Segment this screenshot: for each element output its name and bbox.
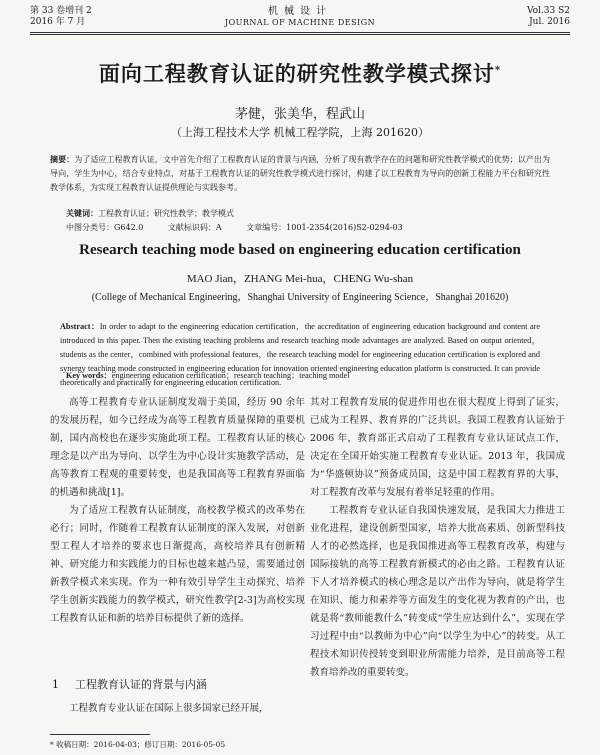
title-cn — [0, 58, 600, 88]
body-column-left — [50, 394, 305, 628]
volume-issue: 第 33 卷增刊 2 — [30, 6, 92, 16]
article-number: 文章编号：1001-2354(2016)S2-0294-03 — [246, 223, 403, 232]
title-footnote-mark: * — [494, 65, 502, 76]
keywords-en-text: engineering education certification；research teaching；teaching model — [111, 371, 350, 380]
document-code: 文献标识码：A — [167, 223, 222, 232]
journal-header — [0, 4, 600, 32]
affiliation-cn: （上海工程技术大学 机械工程学院，上海 201620） — [171, 126, 429, 139]
title-cn-text: 面向工程教育认证的研究性教学模式探讨 — [98, 61, 495, 86]
issue-date-en: Jul. 2016 — [529, 17, 570, 27]
section-heading — [52, 676, 223, 692]
section-number: 1 — [52, 678, 59, 691]
footnote: * 收稿日期：2016-04-03；修订日期：2016-05-05 — [50, 740, 226, 749]
section-paragraph: 工程教育专业认证在国际上很多国家已经开展， — [69, 703, 269, 714]
header-center — [0, 6, 600, 28]
body-paragraph: 其对工程教育发展的促进作用也在很大程度上得到了证实，已成为工程界、教育界的广泛共识。我国工程教育认证始于 2006 年，教育部正式启动了工程教育专业认证试点工作，决定在全国开始实施工程教育专业认证。2013 年，我国成为“华盛顿协议”预备成员国，这是中国工程教育界的大事，对工程教育改革与发展有着举足轻重的作用。 — [310, 397, 565, 498]
keywords-en-label: Key words： — [66, 371, 112, 380]
abstract-cn-label: 摘要： — [50, 154, 75, 164]
body-paragraph: 为了适应工程教育认证制度，高校教学模式的改革势在必行；同时，作随着工程教育认证制度的深入发展，对创新型工程人才培养的要求也日渐提高，高校培养具有创新精神、研究能力和实践能力的目标也越来越凸显，需要通过创新教学模式来实现。作为一种有效引导学生主动探究、培养学生创新实践能力的教学模式，研究性教学[2-3]为高校实现工程教育认证和新的培养目标提供了新的选择。 — [50, 505, 305, 624]
header-right — [527, 6, 570, 28]
title-en: Research teaching mode based on engineering education certification — [79, 242, 521, 258]
journal-name-cn: 机械设计 — [268, 6, 332, 17]
clc-number: 中图分类号：G642.0 — [66, 223, 144, 232]
volume-en: Vol.33 S2 — [526, 6, 570, 16]
issue-date-cn: 2016 年 7 月 — [30, 17, 86, 27]
keywords-cn-text: 工程教育认证；研究性教学；教学模式 — [98, 209, 234, 218]
abstract-cn — [50, 152, 550, 195]
keywords-cn-label: 关键词： — [66, 208, 98, 218]
section-title: 工程教育认证的背景与内涵 — [75, 678, 207, 691]
abstract-en-text: In order to adapt to the engineering education certification，the accreditation of engineering education background and content are introduced in this paper. Then the existing teaching problems and research teaching mode advantages are analyzed. Based on output oriented，students as the center，combined with professional features，the research teaching model for engineering education certification is explored and synergy teaching mode constructed in engineering education for innovation oriented engineering education platform is constructed. It can provide theoretically and practically for engineering education certification. — [60, 322, 540, 387]
authors-en: MAO Jian，ZHANG Mei-hua，CHENG Wu-shan — [186, 273, 414, 285]
keywords-en — [66, 370, 350, 381]
body-column-right — [310, 394, 565, 682]
authors-cn: 茅健，张美华，程武山 — [234, 107, 365, 122]
abstract-en-label: Abstract： — [60, 322, 100, 331]
keywords-cn — [66, 208, 234, 219]
body-paragraph: 高等工程教育专业认证制度发端于美国，经历 90 余年的发展历程，如今已经成为高等工程教育质量保障的重要机制，国内高校也在逐步实施此项工程。工程教育认证的核心理念是以产出为导向、以学生为中心设计实施教学活动，是高等教育工程观的重要转变，也是我国高等工程教育界面临的机遇和挑战[1]。 — [50, 397, 305, 498]
journal-name-en: JOURNAL OF MACHINE DESIGN — [224, 18, 376, 27]
affiliation-en: (College of Mechanical Engineering，Shanghai University of Engineering Science，Shanghai 201620) — [91, 292, 509, 303]
header-rule-bottom — [30, 34, 570, 35]
footnote-rule — [50, 734, 150, 735]
header-rule-top — [30, 32, 570, 33]
article-identifiers — [66, 222, 425, 233]
body-paragraph: 工程教育专业认证自我国快速发展，是我国大力推进工业化进程，建设创新型国家，培养大批高素质、创新型科技人才的必然选择，也是我国推进高等工程教育改革，构建与国际接轨的高等工程教育新模式的必由之路。工程教育认证下人才培养模式的核心理念是以产出作为导向，就是将学生在知识、能力和素养等方面发生的变化视为教育的产出，也就是将“教师能教什么”转变成“学生应达到什么”，实现在学习过程中由“以教师为中心”向“以学生为中心”的转变。从工程技术知识传授转变到职业所需能力培养，是目前高等工程教育培养改的重要转变。 — [310, 505, 565, 678]
abstract-cn-text: 为了适应工程教育认证，文中首先介绍了工程教育认证的背景与内涵，分析了现有教学存在的问题和研究性教学模式的优势；以产出为导向，学生为中心，结合专业特点，对基于工程教育认证的研究性教学模式进行探讨，构建了以工程教育为导向的创新工程能力平台和研究性教学体系，为实现工程教育认证提供理论与实践参考。 — [50, 155, 551, 192]
